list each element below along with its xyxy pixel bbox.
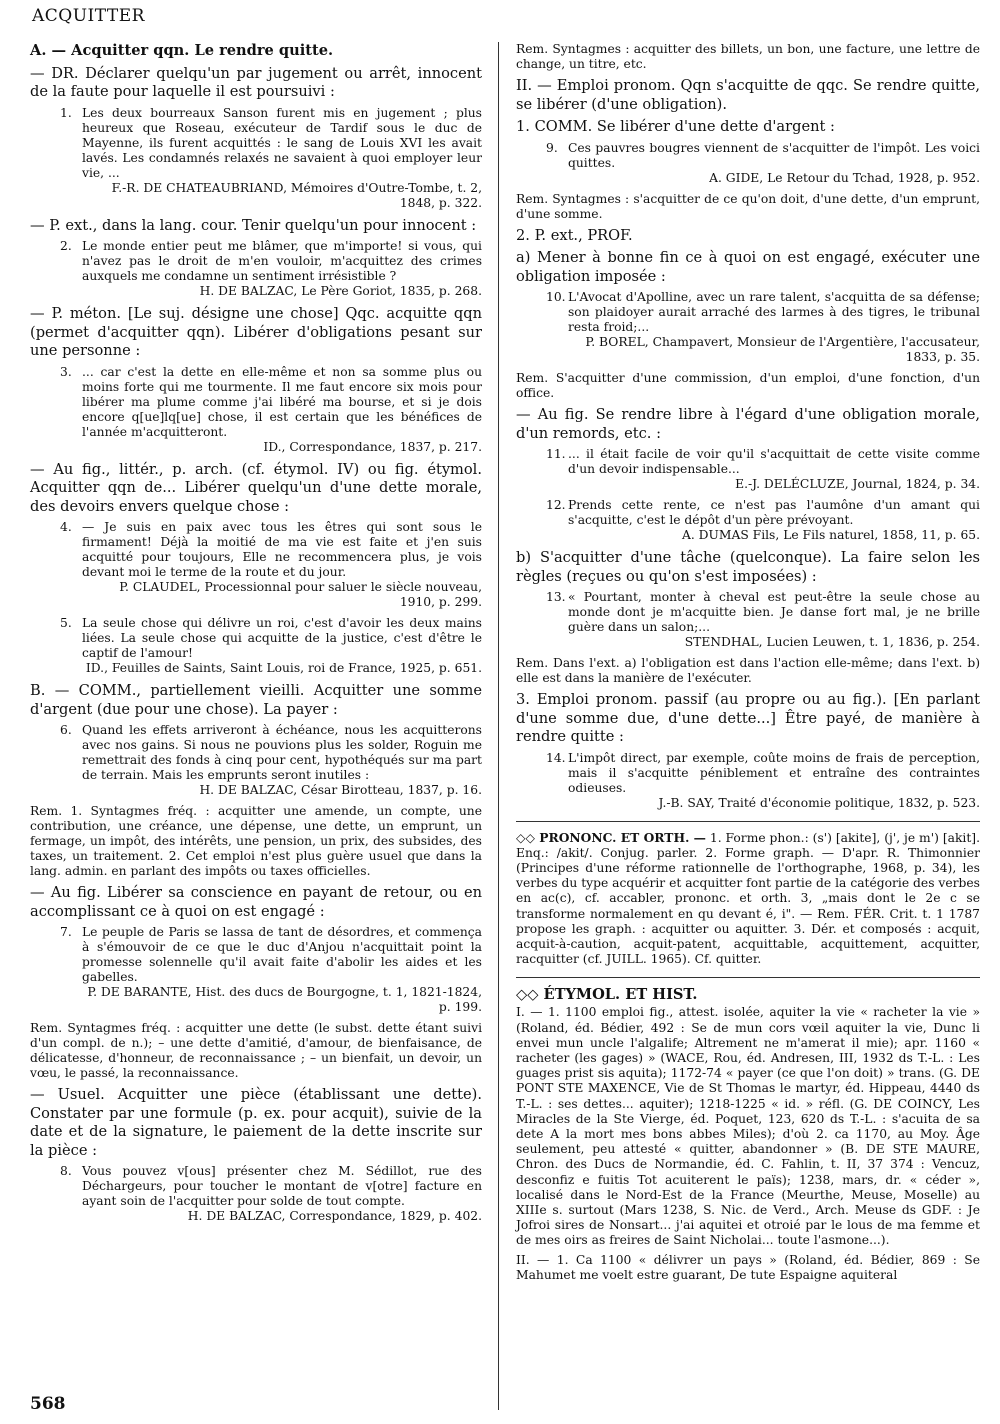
remark-2: Rem. Syntagmes fréq. : acquitter une dette (le subst. dette étant suivi d'un compl. de n.); – une dette d'amitié, d'amour, de bienfaisance, de délicatesse, d'honneur, de reconnaissance ; – un bienfait, un devoir, un vœu, le passé, la reconnaissance.	[30, 1021, 482, 1080]
quote-text: Prends cette rente, ce n'est pas l'aumône d'un amant qui s'acquitte, c'est le dépôt d'un père prévoyant.	[568, 498, 980, 527]
pronunciation-label: ◇◇ PRONONC. ET ORTH. —	[516, 829, 706, 845]
section-ii-2b: b) S'acquitter d'une tâche (quelconque). La faire selon les règles (reçues ou qu'on s'est imposées) :	[516, 549, 980, 585]
section-a-fig: — Au fig., littér., p. arch. (cf. étymol. IV) ou fig. étymol. Acquitter qqn de... Libérer quelqu'un d'une dette morale, des devoirs envers quelque chose :	[30, 460, 482, 515]
quote-8	[60, 1164, 482, 1224]
section-ii-2a: a) Mener à bonne fin ce à quoi on est engagé, exécuter une obligation imposée :	[516, 249, 980, 285]
quote-number: 9.	[546, 140, 558, 155]
section-divider	[516, 977, 980, 978]
section-a-dr: — DR. Déclarer quelqu'un par jugement ou arrêt, innocent de la faute pour laquelle il est poursuivi :	[30, 64, 482, 100]
quote-number: 8.	[60, 1164, 72, 1178]
remark-6: Rem. Dans l'ext. a) l'obligation est dans l'action elle-même; dans l'ext. b) elle est dans la manière de l'exécuter.	[516, 656, 980, 685]
page-header-title: ACQUITTER	[32, 6, 145, 26]
quote-text: L'Avocat d'Apolline, avec un rare talent, s'acquitta de sa défense; son plaidoyer aurait arraché des larmes à des tigres, le tribunal resta froid;...	[568, 290, 980, 334]
quote-7	[60, 925, 482, 1015]
quote-source: F.-R. DE CHATEAUBRIAND, Mémoires d'Outre-Tombe, t. 2, 1848, p. 322.	[111, 180, 482, 210]
quote-text: L'impôt direct, par exemple, coûte moins de frais de perception, mais il s'acquitte péniblement et entraîne des contraintes odieuses.	[568, 750, 980, 795]
section-ii-1: 1. COMM. Se libérer d'une dette d'argent :	[516, 118, 835, 135]
quote-source: P. BOREL, Champavert, Monsieur de l'Argentière, l'accusateur, 1833, p. 35.	[585, 335, 980, 364]
section-a-meton: — P. méton. [Le suj. désigne une chose] Qqc. acquitte qqn (permet d'acquitter qqn). Libérer d'obligations pesant sur une personne :	[30, 305, 482, 359]
pronunciation-text: 1. Forme phon.: (s') [akite], (j', je m') [akit]. Enq.: /akit/. Conjug. parler. 2. Forme graph. — D'apr. R. Thimonnier (Principes d'une réforme rationnelle de l'orthographe, 1968, p. 34), les verbes du type acquérir et acquitter font partie de la catégorie des verbes en ac(c), cf. accabler, prononc. et orth. 3, „mais dont le 2e c se transforme normalement en qu devant é, i". — Rem. FÉR. Crit. t. 1 1787 propose les graph. : acquitter ou aquitter. 3. Dér. et composés : acquit, acquit-à-caution, acquit-patent, acquittable, acquittement, acquitter, racquitter (cf. JUILL. 1965). Cf. quitter.	[516, 830, 980, 967]
quote-number: 7.	[60, 925, 72, 939]
quote-number: 11.	[546, 447, 566, 461]
page-number: 568	[30, 1394, 66, 1414]
quote-number: 5.	[60, 616, 72, 630]
quote-source: E.-J. DELÉCLUZE, Journal, 1824, p. 34.	[735, 477, 980, 491]
quote-source: ID., Correspondance, 1837, p. 217.	[263, 439, 482, 454]
quote-text: Le monde entier peut me blâmer, que m'importe! si vous, qui n'avez pas le droit de m'en vouloir, m'acquittez des crimes auxquels me condamne un sentiment irrésistible ?	[82, 239, 482, 283]
quote-source: H. DE BALZAC, Le Père Goriot, 1835, p. 268.	[199, 284, 482, 298]
quote-text: — Je suis en paix avec tous les êtres qui sont sous le firmament! Déjà la moitié de ma vie est faite et j'en suis acquitté pour toujours, Elle ne recommencera plus, je vois devant moi le terme de la route et du jour.	[82, 520, 482, 579]
section-b-fig: — Au fig. Libérer sa conscience en payant de retour, ou en accomplissant ce à quoi on est engagé :	[30, 884, 482, 920]
quote-number: 13.	[546, 590, 566, 604]
quote-13	[546, 590, 980, 650]
quote-text: La seule chose qui délivre un roi, c'est d'avoir les deux mains liées. La seule chose qui acquitte de la justice, c'est d'être le captif de l'amour!	[82, 616, 482, 660]
remark-4: Rem. Syntagmes : s'acquitter de ce qu'on doit, d'une dette, d'un emprunt, d'une somme.	[516, 191, 980, 221]
column-divider	[498, 42, 499, 1410]
quote-source: ID., Feuilles de Saints, Saint Louis, roi de France, 1925, p. 651.	[85, 661, 482, 675]
quote-source: P. DE BARANTE, Hist. des ducs de Bourgogne, t. 1, 1821-1824, p. 199.	[87, 985, 482, 1014]
quote-source: STENDHAL, Lucien Leuwen, t. 1, 1836, p. 254.	[684, 635, 980, 649]
quote-text: Vous pouvez v[ous] présenter chez M. Sédillot, rue des Déchargeurs, pour toucher le montant de v[otre] facture en ayant soin de l'acquitter pour solde de tout compte.	[82, 1164, 482, 1208]
quote-text: Quand les effets arriveront à échéance, nous les acquitterons avec nos gains. Si nous ne pouvions plus les solder, Roguin me remettrait des fonds à cinq pour cent, hypothéqués sur ma part de terrain. Mais les emprunts seront inutiles :	[82, 723, 482, 782]
quote-number: 3.	[60, 364, 72, 379]
quote-14	[546, 750, 980, 811]
quote-12	[546, 498, 980, 543]
quote-number: 4.	[60, 520, 72, 534]
quote-number: 10.	[546, 290, 566, 304]
section-ii-fig: — Au fig. Se rendre libre à l'égard d'une obligation morale, d'un remords, etc. :	[516, 406, 980, 442]
quote-text: Ces pauvres bougres viennent de s'acquitter de l'impôt. Les voici quittes.	[568, 140, 980, 170]
quote-2	[60, 239, 482, 299]
quote-text: « Pourtant, monter à cheval est peut-être la seule chose au monde dont je m'acquitte bien. Je danse fort mal, je ne brille guère dans un salon;...	[568, 590, 980, 634]
quote-number: 2.	[60, 239, 72, 253]
quote-3	[60, 364, 482, 455]
left-column	[30, 42, 482, 1230]
quote-6	[60, 723, 482, 798]
quote-source: A. GIDE, Le Retour du Tchad, 1928, p. 952.	[709, 170, 980, 185]
quote-text: ... il était facile de voir qu'il s'acquittait de cette visite comme d'un devoir indispensable...	[568, 447, 980, 476]
quote-11	[546, 447, 980, 492]
quote-source: P. CLAUDEL, Processionnal pour saluer le siècle nouveau, 1910, p. 299.	[119, 580, 482, 609]
section-ii-2: 2. P. ext., PROF.	[516, 226, 633, 244]
quote-source: J.-B. SAY, Traité d'économie politique, 1832, p. 523.	[658, 795, 980, 810]
remark-5: Rem. S'acquitter d'une commission, d'un emploi, d'une fonction, d'un office.	[516, 371, 980, 400]
etymology-part-2: II. — 1. Ca 1100 « délivrer un pays » (Roland, éd. Bédier, 869 : Se Mahumet me voelt estre guarant, De tute Espaigne aquiteral	[516, 1252, 980, 1282]
quote-9	[546, 140, 980, 186]
quote-1	[60, 105, 482, 211]
section-b-usuel: — Usuel. Acquitter une pièce (établissant une dette). Constater par une formule (p. ex. pour acquit), suivie de la date et de la signature, le paiement de la dette inscrite sur la pièce :	[30, 1086, 482, 1159]
section-a-pext: — P. ext., dans la lang. cour. Tenir quelqu'un pour innocent :	[30, 216, 477, 234]
quote-number: 14.	[546, 750, 566, 765]
section-divider	[516, 821, 980, 822]
quote-text: ... car c'est la dette en elle-même et non sa somme plus ou moins forte qui me tourmente. Il me faut encore six mois pour libérer ma plume comme j'ai libéré ma bourse, et si je dois encore q[ue]lq[ue] chose, il est certain que les bénéfices de l'année m'acquitteront.	[82, 364, 482, 439]
section-a-heading: A. — Acquitter qqn. Le rendre quitte.	[30, 42, 334, 59]
section-ii-3: 3. Emploi pronom. passif (au propre ou au fig.). [En parlant d'une somme due, d'une dette...] Être payé, de manière à rendre quitte :	[516, 691, 980, 745]
quote-4	[60, 520, 482, 610]
remark-3: Rem. Syntagmes : acquitter des billets, un bon, une facture, une lettre de change, un titre, etc.	[516, 42, 980, 71]
section-b-heading: B. — COMM., partiellement vieilli. Acquitter une somme d'argent (due pour une chose). La payer :	[30, 682, 482, 718]
quote-10	[546, 290, 980, 365]
quote-number: 1.	[60, 105, 72, 120]
quote-number: 12.	[546, 498, 566, 512]
quote-source: H. DE BALZAC, César Birotteau, 1837, p. 16.	[199, 783, 482, 797]
pronunciation-section	[516, 830, 980, 968]
quote-text: Le peuple de Paris se lassa de tant de désordres, et commença à s'émouvoir de ce que le duc d'Anjou n'acquittait point la promesse solennelle qu'il avait faite d'abolir les aides et les gabelles.	[82, 925, 482, 984]
quote-number: 6.	[60, 723, 72, 737]
remark-1: Rem. 1. Syntagmes fréq. : acquitter une amende, un compte, une contribution, une créance, une dépense, une dette, un emprunt, un fermage, un impôt, des intérêts, une pension, un prix, des subsides, des taxes, un traitement. 2. Cet emploi n'est plus guère usuel que dans la lang. admin. en parlant des impôts ou taxes officielles.	[30, 804, 482, 878]
quote-text: Les deux bourreaux Sanson furent mis en jugement ; plus heureux que Roseau, exécuteur de Tardif sous le duc de Mayenne, ils furent acquittés : le sang de Louis XVI les avait lavés. Les condamnés relaxés ne savaient à quoi employer leur vie, ...	[82, 105, 482, 180]
etymology-part-1: I. — 1. 1100 emploi fig., attest. isolée, aquiter la vie « racheter la vie » (Roland, éd. Bédier, 492 : Se de mun cors vœil aquiter la vie, Dunc li envei mun uncle l'algalife; Altrement ne m'amerat il mie); apr. 1160 « racheter (les gages) » (WACE, Rou, éd. Andresen, III, 1932 ds T.-L. : Les guages prist sis aquita); 1172-74 « payer (ce que l'on doit) » trans. (G. DE PONT STE MAXENCE, Vie de St Thomas le martyr, éd. Hippeau, 4440 ds T.-L. : ses dettes... aquiter); 1218-1225 « id. » réfl. (G. DE COINCY, Les Miracles de la Ste Vierge, éd. Poquet, 123, 620 ds T.-L. : s'acuita de sa dete A la mort mes bons abbes Miles); d'où 2. ca 1170, au Moy. Âge seulement, peu attesté « quitter, abandonner » (B. DE STE MAURE, Chron. des Ducs de Normandie, éd. C. Fahlin, t. II, 37 374 : Vencuz, desconfiz e fuitis Tot acuiterent le païs); 1238, mars, dr. « céder », localisé dans le Nord-Est de la France (Meurthe, Meuse, Moselle) au XIIIe s. surtout (Mars 1238, S. Nic. de Verd., Arch. Meuse ds GDF. : Je Jofroi sires de Nonsart... j'ai aquitei et otroié par le lous de ma femme et de mes oirs as freires de Saint Nicholai... toute l'asmone...).	[516, 1005, 980, 1248]
quote-5	[60, 616, 482, 676]
right-column	[516, 42, 980, 1287]
quote-source: H. DE BALZAC, Correspondance, 1829, p. 402.	[187, 1209, 482, 1223]
section-ii-heading: II. — Emploi pronom. Qqn s'acquitte de qqc. Se rendre quitte, se libérer (d'une obligation).	[516, 77, 980, 113]
etymology-heading: ◇◇ ÉTYMOL. ET HIST.	[516, 986, 698, 1004]
quote-source: A. DUMAS Fils, Le Fils naturel, 1858, 11, p. 65.	[681, 528, 980, 542]
